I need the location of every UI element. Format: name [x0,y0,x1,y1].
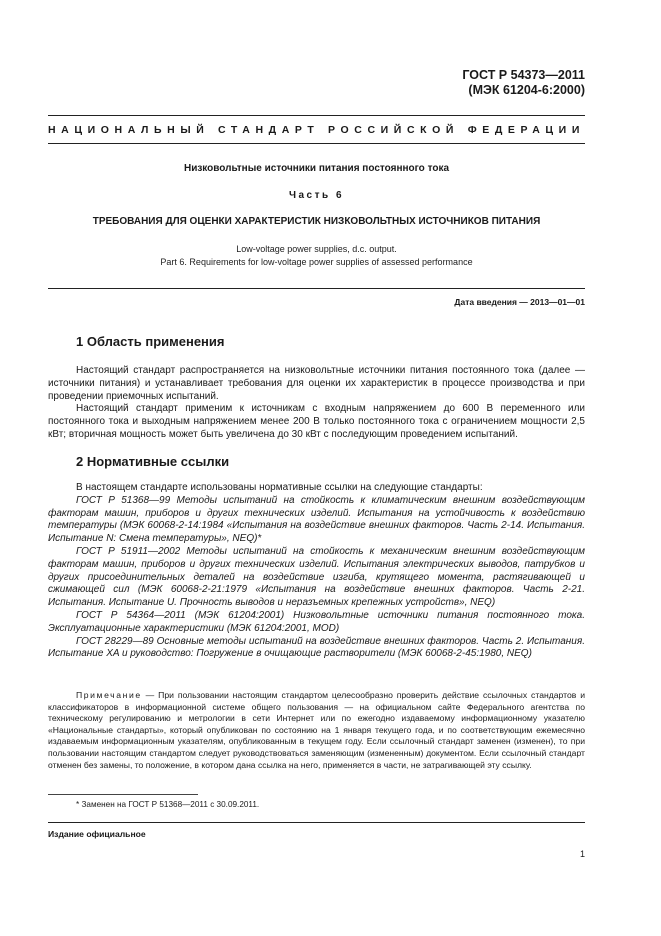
note-text: — При пользовании настоящим стандартом целесообразно проверить действие ссылочных стандартов и классификаторов в информационной системе общего пользования — на официальном сайте Федерального агентства по техническому регулированию и метрологии в сети Интернет или по ежегодно издаваемому информационному указателю «Национальные стандарты», который опубликован по состоянию на 1 января текущего года, и по соответствующим ежемесячно издаваемым информационным указателям, опубликованным в текущем году. Если ссылочный стандарт заменен (изменен), то при пользовании настоящим стандартом следует руководствоваться заменяющим (измененным) документом. Если ссылочный стандарт отменен без замены, то положение, в котором дана ссылка на него, применяется в части, не затрагивающей эту ссылку. [48,690,585,770]
section-2-heading: 2 Нормативные ссылки [76,454,230,469]
banner-word: РОССИЙСКОЙ [328,124,460,136]
banner-word: СТАНДАРТ [218,124,320,136]
paragraph: Настоящий стандарт распространяется на низковольтные источники питания постоянного тока (далее — источники питания) и устанавливает требования для оценки их характеристик в процессе производства и при проведении приемочных испытаний. [48,365,585,402]
reference-item: ГОСТ Р 54364—2011 (МЭК 61204:2001) Низковольтные источники питания постоянного тока. Эксплуатационные характеристики (МЭК 61204:2001, MOD) [48,609,585,634]
reference-item: ГОСТ 28229—89 Основные методы испытаний на воздействие внешних факторов. Часть 2. Испытания. Испытание XA и руководство: Погружение в очищающие растворители (МЭК 60068-2-45:1980, NEQ) [48,635,585,660]
section-1-body [48,365,585,442]
iec-number: (МЭК 61204-6:2000) [468,83,585,97]
national-standard-banner [48,124,585,136]
title-rule [48,288,585,289]
bottom-rule [48,822,585,823]
note [48,690,585,771]
reference-item: ГОСТ Р 51368—99 Методы испытаний на стойкость к климатическим внешним воздействующим факторам машин, приборов и других технических изделий. Испытания на устойчивость к воздействию температуры (МЭК 60068-2-14:1984 «Испытания на воздействие внешних факторов. Часть 2-14. Испытания. Испытание N: Смена температуры», NEQ)* [48,494,585,545]
english-title-line: Part 6. Requirements for low-voltage power supplies of assessed performance [160,257,473,267]
footnote: * Заменен на ГОСТ Р 51368—2011 с 30.09.2011. [76,800,260,809]
top-rule [48,115,585,116]
part-title: Часть 6 [288,190,345,201]
note-lead: Примечание [76,690,142,700]
document-title: Низковольтные источники питания постоянного тока [183,163,450,174]
footnote-rule [48,794,198,795]
requirements-title: ТРЕБОВАНИЯ ДЛЯ ОЦЕНКИ ХАРАКТЕРИСТИК НИЗКОВОЛЬТНЫХ ИСТОЧНИКОВ ПИТАНИЯ [92,216,541,227]
reference-item: ГОСТ Р 51911—2002 Методы испытаний на стойкость к механическим внешним воздействующим факторам машин, приборов и других технических изделий. Испытания электрических выводов, патрубков и других присоединительных деталей на воздействие изгиба, крутящего момента, растягивающей и сжимающей сил (МЭК 60068-2-21:1979 «Испытания на воздействие внешних факторов. Часть 2-21. Испытания. Испытание U. Прочность выводов и неразъемных крепежных устройств», NEQ) [48,545,585,609]
document-code [462,68,585,98]
section-2-body [48,482,585,661]
banner-word: НАЦИОНАЛЬНЫЙ [48,124,210,136]
banner-word: ФЕДЕРАЦИИ [467,124,585,136]
edition-label: Издание официальное [48,829,146,839]
banner-rule [48,143,585,144]
introduction-date: Дата введения — 2013—01—01 [454,297,585,307]
paragraph: В настоящем стандарте использованы нормативные ссылки на следующие стандарты: [76,482,483,493]
paragraph: Настоящий стандарт применим к источникам с входным напряжением до 600 В переменного или постоянного тока и выходным напряжением менее 200 В только постоянного тока с ограничением мощности 2,5 кВт; вторичная мощность может быть увеличена до 30 кВт с последующим проведением испытаний. [48,403,585,440]
english-title [48,243,585,269]
english-title-line: Low-voltage power supplies, d.c. output. [236,244,397,254]
section-1-heading: 1 Область применения [76,334,225,349]
standard-number: ГОСТ Р 54373—2011 [462,68,585,82]
page-number: 1 [579,849,585,859]
